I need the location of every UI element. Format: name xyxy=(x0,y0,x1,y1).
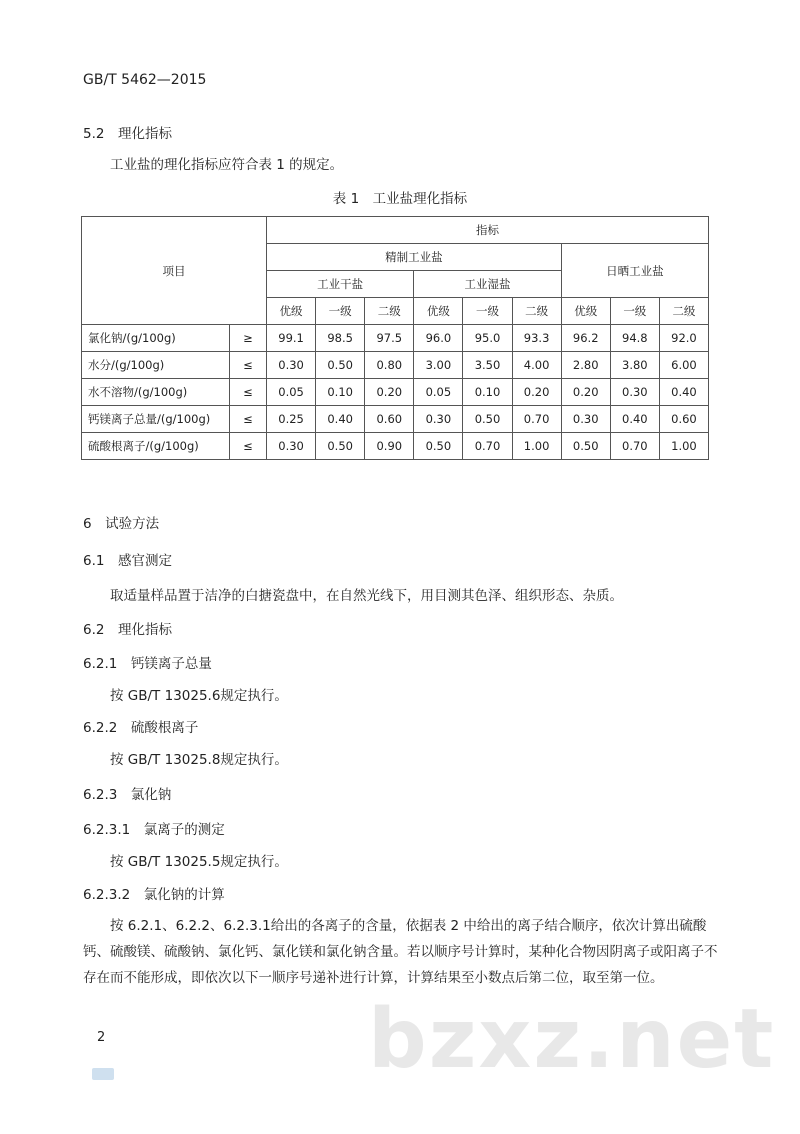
value-cell: 96.2 xyxy=(561,325,610,352)
value-cell: 0.20 xyxy=(512,379,561,406)
value-cell: 0.50 xyxy=(463,406,512,433)
row-item-name: 钙镁离子总量/(g/100g) xyxy=(82,406,230,433)
value-cell: 0.05 xyxy=(414,379,463,406)
grade-cell: 优级 xyxy=(561,298,610,325)
table-row xyxy=(82,433,709,460)
value-cell: 0.60 xyxy=(659,406,708,433)
value-cell: 0.30 xyxy=(267,352,316,379)
row-item-symbol: ≥ xyxy=(230,325,267,352)
grade-cell: 一级 xyxy=(463,298,512,325)
section-6-2-3-2-text: 按 6.2.1、6.2.2、6.2.3.1给出的各离子的含量，依据表 2 中给出的离子结合顺序，依次计算出硫酸钙、硫酸镁、硫酸钠、氯化钙、氯化镁和氯化钠含量。若以顺序号计算时，某种化合物因阴离子或阳离子不存在而不能形成，即依次以下一顺序号递补进行计算，计算结果至小数点后第二位，取至第一位。 xyxy=(83,918,718,986)
table-row xyxy=(82,325,709,352)
value-cell: 0.60 xyxy=(365,406,414,433)
value-cell: 1.00 xyxy=(512,433,561,460)
section-6-2-3-2-paragraph xyxy=(83,913,723,991)
row-item-name: 水分/(g/100g) xyxy=(82,352,230,379)
value-cell: 93.3 xyxy=(512,325,561,352)
value-cell: 1.00 xyxy=(659,433,708,460)
grade-cell: 二级 xyxy=(512,298,561,325)
header-refined-salt: 精制工业盐 xyxy=(267,244,562,271)
value-cell: 0.20 xyxy=(561,379,610,406)
value-cell: 97.5 xyxy=(365,325,414,352)
section-6-1-heading: 6.1 感官测定 xyxy=(83,553,172,569)
value-cell: 99.1 xyxy=(267,325,316,352)
value-cell: 0.10 xyxy=(316,379,365,406)
header-sun-salt: 日晒工业盐 xyxy=(561,244,708,298)
value-cell: 92.0 xyxy=(659,325,708,352)
header-item: 项目 xyxy=(82,217,267,325)
value-cell: 3.00 xyxy=(414,352,463,379)
section-6-2-3-1-heading: 6.2.3.1 氯离子的测定 xyxy=(83,822,225,838)
section-6-heading: 6 试验方法 xyxy=(83,516,160,532)
table-row xyxy=(82,406,709,433)
table-title: 表 1 工业盐理化指标 xyxy=(332,191,468,207)
value-cell: 3.80 xyxy=(610,352,659,379)
row-item-symbol: ≤ xyxy=(230,406,267,433)
section-6-2-1-paragraph: 按 GB/T 13025.6规定执行。 xyxy=(110,688,288,704)
section-6-2-2-paragraph: 按 GB/T 13025.8规定执行。 xyxy=(110,752,288,768)
value-cell: 0.30 xyxy=(610,379,659,406)
value-cell: 0.50 xyxy=(414,433,463,460)
standard-code: GB/T 5462—2015 xyxy=(83,72,207,88)
row-item-name: 氯化钠/(g/100g) xyxy=(82,325,230,352)
value-cell: 0.70 xyxy=(610,433,659,460)
value-cell: 0.90 xyxy=(365,433,414,460)
value-cell: 0.50 xyxy=(561,433,610,460)
section-6-2-2-heading: 6.2.2 硫酸根离子 xyxy=(83,720,199,736)
value-cell: 0.70 xyxy=(512,406,561,433)
corner-mark-icon xyxy=(92,1068,114,1080)
section-6-2-1-heading: 6.2.1 钙镁离子总量 xyxy=(83,656,212,672)
value-cell: 2.80 xyxy=(561,352,610,379)
section-6-2-3-2-heading: 6.2.3.2 氯化钠的计算 xyxy=(83,887,225,903)
section-6-2-heading: 6.2 理化指标 xyxy=(83,622,172,638)
grade-cell: 优级 xyxy=(267,298,316,325)
section-5-2-heading: 5.2 理化指标 xyxy=(83,126,172,142)
watermark: bzxz.net xyxy=(368,992,776,1087)
value-cell: 0.20 xyxy=(365,379,414,406)
value-cell: 0.30 xyxy=(561,406,610,433)
value-cell: 98.5 xyxy=(316,325,365,352)
value-cell: 6.00 xyxy=(659,352,708,379)
section-6-2-3-heading: 6.2.3 氯化钠 xyxy=(83,787,172,803)
value-cell: 0.80 xyxy=(365,352,414,379)
grade-cell: 一级 xyxy=(316,298,365,325)
value-cell: 94.8 xyxy=(610,325,659,352)
row-item-name: 硫酸根离子/(g/100g) xyxy=(82,433,230,460)
value-cell: 95.0 xyxy=(463,325,512,352)
section-5-2-paragraph: 工业盐的理化指标应符合表 1 的规定。 xyxy=(110,157,344,173)
value-cell: 0.50 xyxy=(316,352,365,379)
grade-cell: 一级 xyxy=(610,298,659,325)
value-cell: 0.10 xyxy=(463,379,512,406)
spec-table xyxy=(81,216,709,460)
table-row xyxy=(82,352,709,379)
value-cell: 0.40 xyxy=(610,406,659,433)
value-cell: 0.50 xyxy=(316,433,365,460)
value-cell: 0.30 xyxy=(267,433,316,460)
value-cell: 0.30 xyxy=(414,406,463,433)
value-cell: 0.40 xyxy=(316,406,365,433)
row-item-symbol: ≤ xyxy=(230,433,267,460)
section-6-2-3-1-paragraph: 按 GB/T 13025.5规定执行。 xyxy=(110,854,288,870)
value-cell: 0.05 xyxy=(267,379,316,406)
row-item-symbol: ≤ xyxy=(230,379,267,406)
row-item-name: 水不溶物/(g/100g) xyxy=(82,379,230,406)
grade-cell: 二级 xyxy=(659,298,708,325)
value-cell: 96.0 xyxy=(414,325,463,352)
section-6-1-paragraph: 取适量样品置于洁净的白搪瓷盘中，在自然光线下，用目测其色泽、组织形态、杂质。 xyxy=(110,588,623,604)
header-dry-salt: 工业干盐 xyxy=(267,271,414,298)
grade-cell: 优级 xyxy=(414,298,463,325)
header-wet-salt: 工业湿盐 xyxy=(414,271,561,298)
table-row xyxy=(82,379,709,406)
value-cell: 3.50 xyxy=(463,352,512,379)
value-cell: 0.40 xyxy=(659,379,708,406)
page-number: 2 xyxy=(97,1030,106,1045)
header-index: 指标 xyxy=(267,217,709,244)
value-cell: 0.70 xyxy=(463,433,512,460)
value-cell: 4.00 xyxy=(512,352,561,379)
grade-cell: 二级 xyxy=(365,298,414,325)
value-cell: 0.25 xyxy=(267,406,316,433)
row-item-symbol: ≤ xyxy=(230,352,267,379)
